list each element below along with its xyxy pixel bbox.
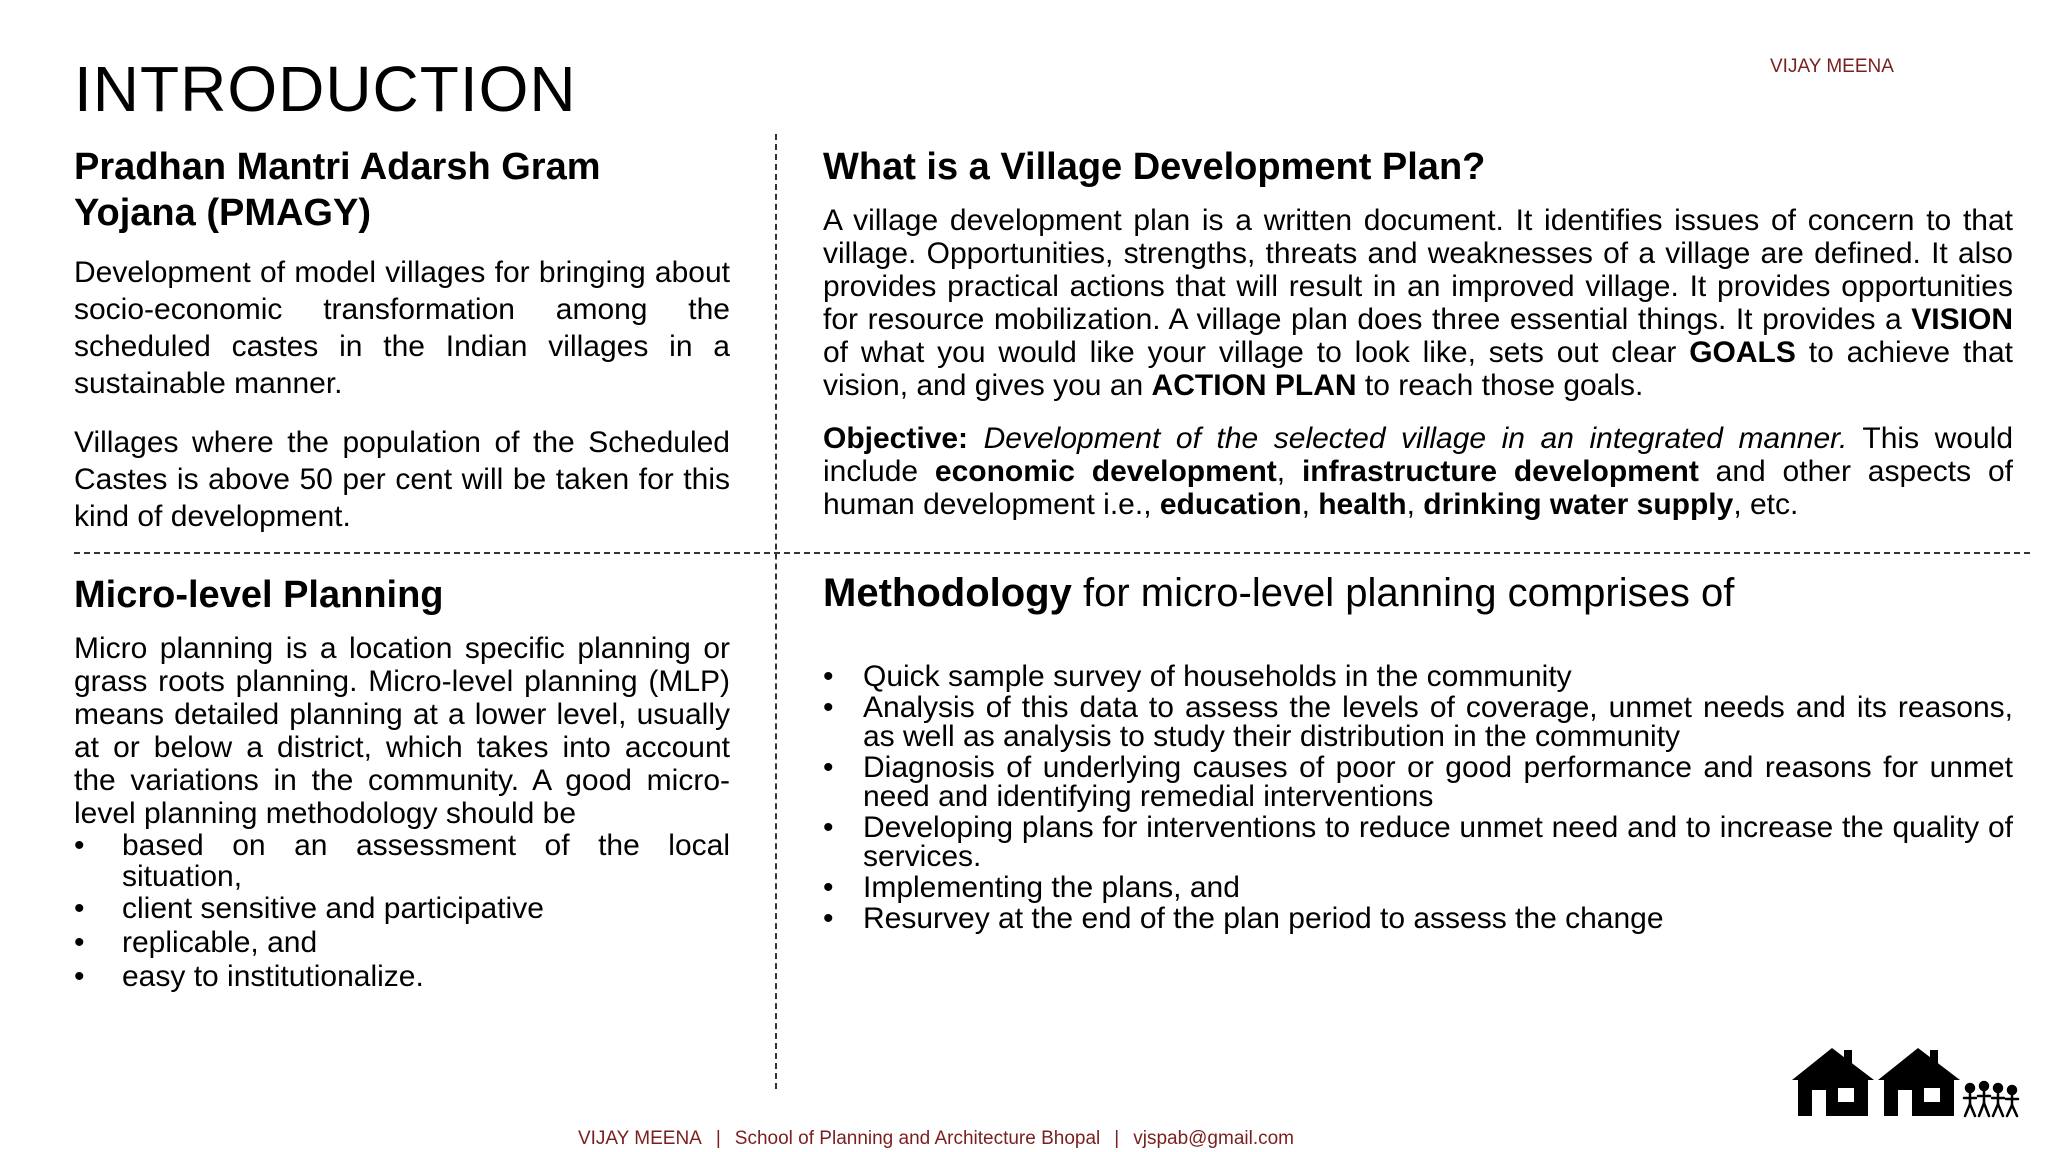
pmagy-paragraph-2: Villages where the population of the Scheduled Castes is above 50 per cent will be taken for this kind of development. (74, 426, 730, 533)
vdp-text-4: to reach those goals. (1356, 369, 1644, 402)
objective-statement: Development of the selected village in an integrated manner. (983, 422, 1848, 455)
slide-title: INTRODUCTION (74, 53, 577, 125)
vdp-heading: What is a Village Development Plan? (823, 146, 1486, 188)
education-term: education (1159, 488, 1302, 521)
footer-name: VIJAY MEENA (577, 1128, 702, 1149)
drinking-water-term: drinking water supply (1423, 488, 1734, 521)
list-item: • client sensitive and participative (74, 892, 730, 926)
mlp-heading: Micro-level Planning (74, 574, 444, 616)
list-item: • easy to institutionalize. (74, 960, 730, 994)
objective-comma-2: , (1301, 488, 1319, 521)
list-item: • based on an assessment of the local situation, (74, 830, 730, 892)
objective-comma-1: , (1276, 455, 1302, 488)
footer (0, 1128, 1872, 1150)
action-plan-term: ACTION PLAN (1151, 369, 1357, 402)
list-item: • Analysis of this data to assess the levels of coverage, unmet needs and its reasons, as well as analysis to study their distribution in the community (823, 693, 2013, 751)
objective-label: Objective: (823, 422, 969, 455)
methodology-section (823, 568, 2013, 933)
list-item: • Developing plans for interventions to reduce unmet need and to increase the quality of services. (823, 813, 2013, 871)
horizontal-divider (74, 552, 2030, 554)
list-item: • replicable, and (74, 926, 730, 960)
vdp-text-1: A village development plan is a written document. It identifies issues of concern to that village. Opportunities, strengths, threats and weaknesses of a village are defined. It also provides practical actions that will result in an improved village. It provides opportunities for resource mobilization. A village plan does three essential things. It provides a (823, 204, 2013, 336)
methodology-heading (823, 568, 2013, 618)
mlp-section (74, 572, 730, 994)
list-item: • Diagnosis of underlying causes of poor or good performance and reasons for unmet need and identifying remedial interventions (823, 753, 2013, 811)
footer-separator: | (1114, 1128, 1120, 1149)
infrastructure-development-term: infrastructure development (1301, 455, 1699, 488)
footer-school: School of Planning and Architecture Bhopal (734, 1128, 1101, 1149)
mlp-paragraph: Micro planning is a location specific planning or grass roots planning. Micro-level planning (MLP) means detailed planning at a lower level, usually at or below a district, which takes into account the variations in the community. A good micro-level planning methodology should be (74, 632, 730, 830)
mlp-criteria-list (74, 830, 730, 994)
vdp-section (823, 144, 2013, 521)
methodology-heading-rest: for micro-level planning comprises of (1071, 571, 1735, 615)
objective-text-3: , etc. (1733, 488, 1799, 521)
vision-term: VISION (1911, 303, 2013, 336)
list-item: • Quick sample survey of households in the community (823, 662, 2013, 691)
objective-comma-3: , (1406, 488, 1424, 521)
pmagy-paragraph-1: Development of model villages for bringing about socio-economic transformation among the scheduled castes in the Indian villages in a sustainable manner. (74, 256, 730, 400)
goals-term: GOALS (1689, 336, 1796, 369)
pmagy-section (74, 144, 730, 535)
objective-text-1: This would include (823, 422, 2014, 488)
objective-text-2: and other aspects of human development i.e., (823, 455, 2013, 521)
list-item: • Implementing the plans, and (823, 873, 2013, 902)
houses-and-people-icon (1792, 1046, 2024, 1118)
methodology-term: Methodology (823, 571, 1072, 615)
health-term: health (1318, 488, 1407, 521)
pmagy-heading: Pradhan Mantri Adarsh Gram Yojana (PMAGY) (74, 146, 601, 234)
list-item: • Resurvey at the end of the plan period to assess the change (823, 904, 2013, 933)
economic-development-term: economic development (934, 455, 1277, 488)
footer-email: vjspab@gmail.com (1133, 1128, 1295, 1149)
vdp-text-2: of what you would like your village to look like, sets out clear (823, 336, 1690, 369)
author-name-top: VIJAY MEENA (1770, 56, 1894, 77)
objective-paragraph (823, 422, 2013, 521)
vertical-divider (775, 134, 777, 1089)
footer-separator: | (715, 1128, 721, 1149)
vdp-text-3: to achieve that vision, and gives you an (823, 336, 2014, 402)
methodology-steps-list (823, 662, 2013, 933)
vdp-paragraph (823, 204, 2013, 402)
